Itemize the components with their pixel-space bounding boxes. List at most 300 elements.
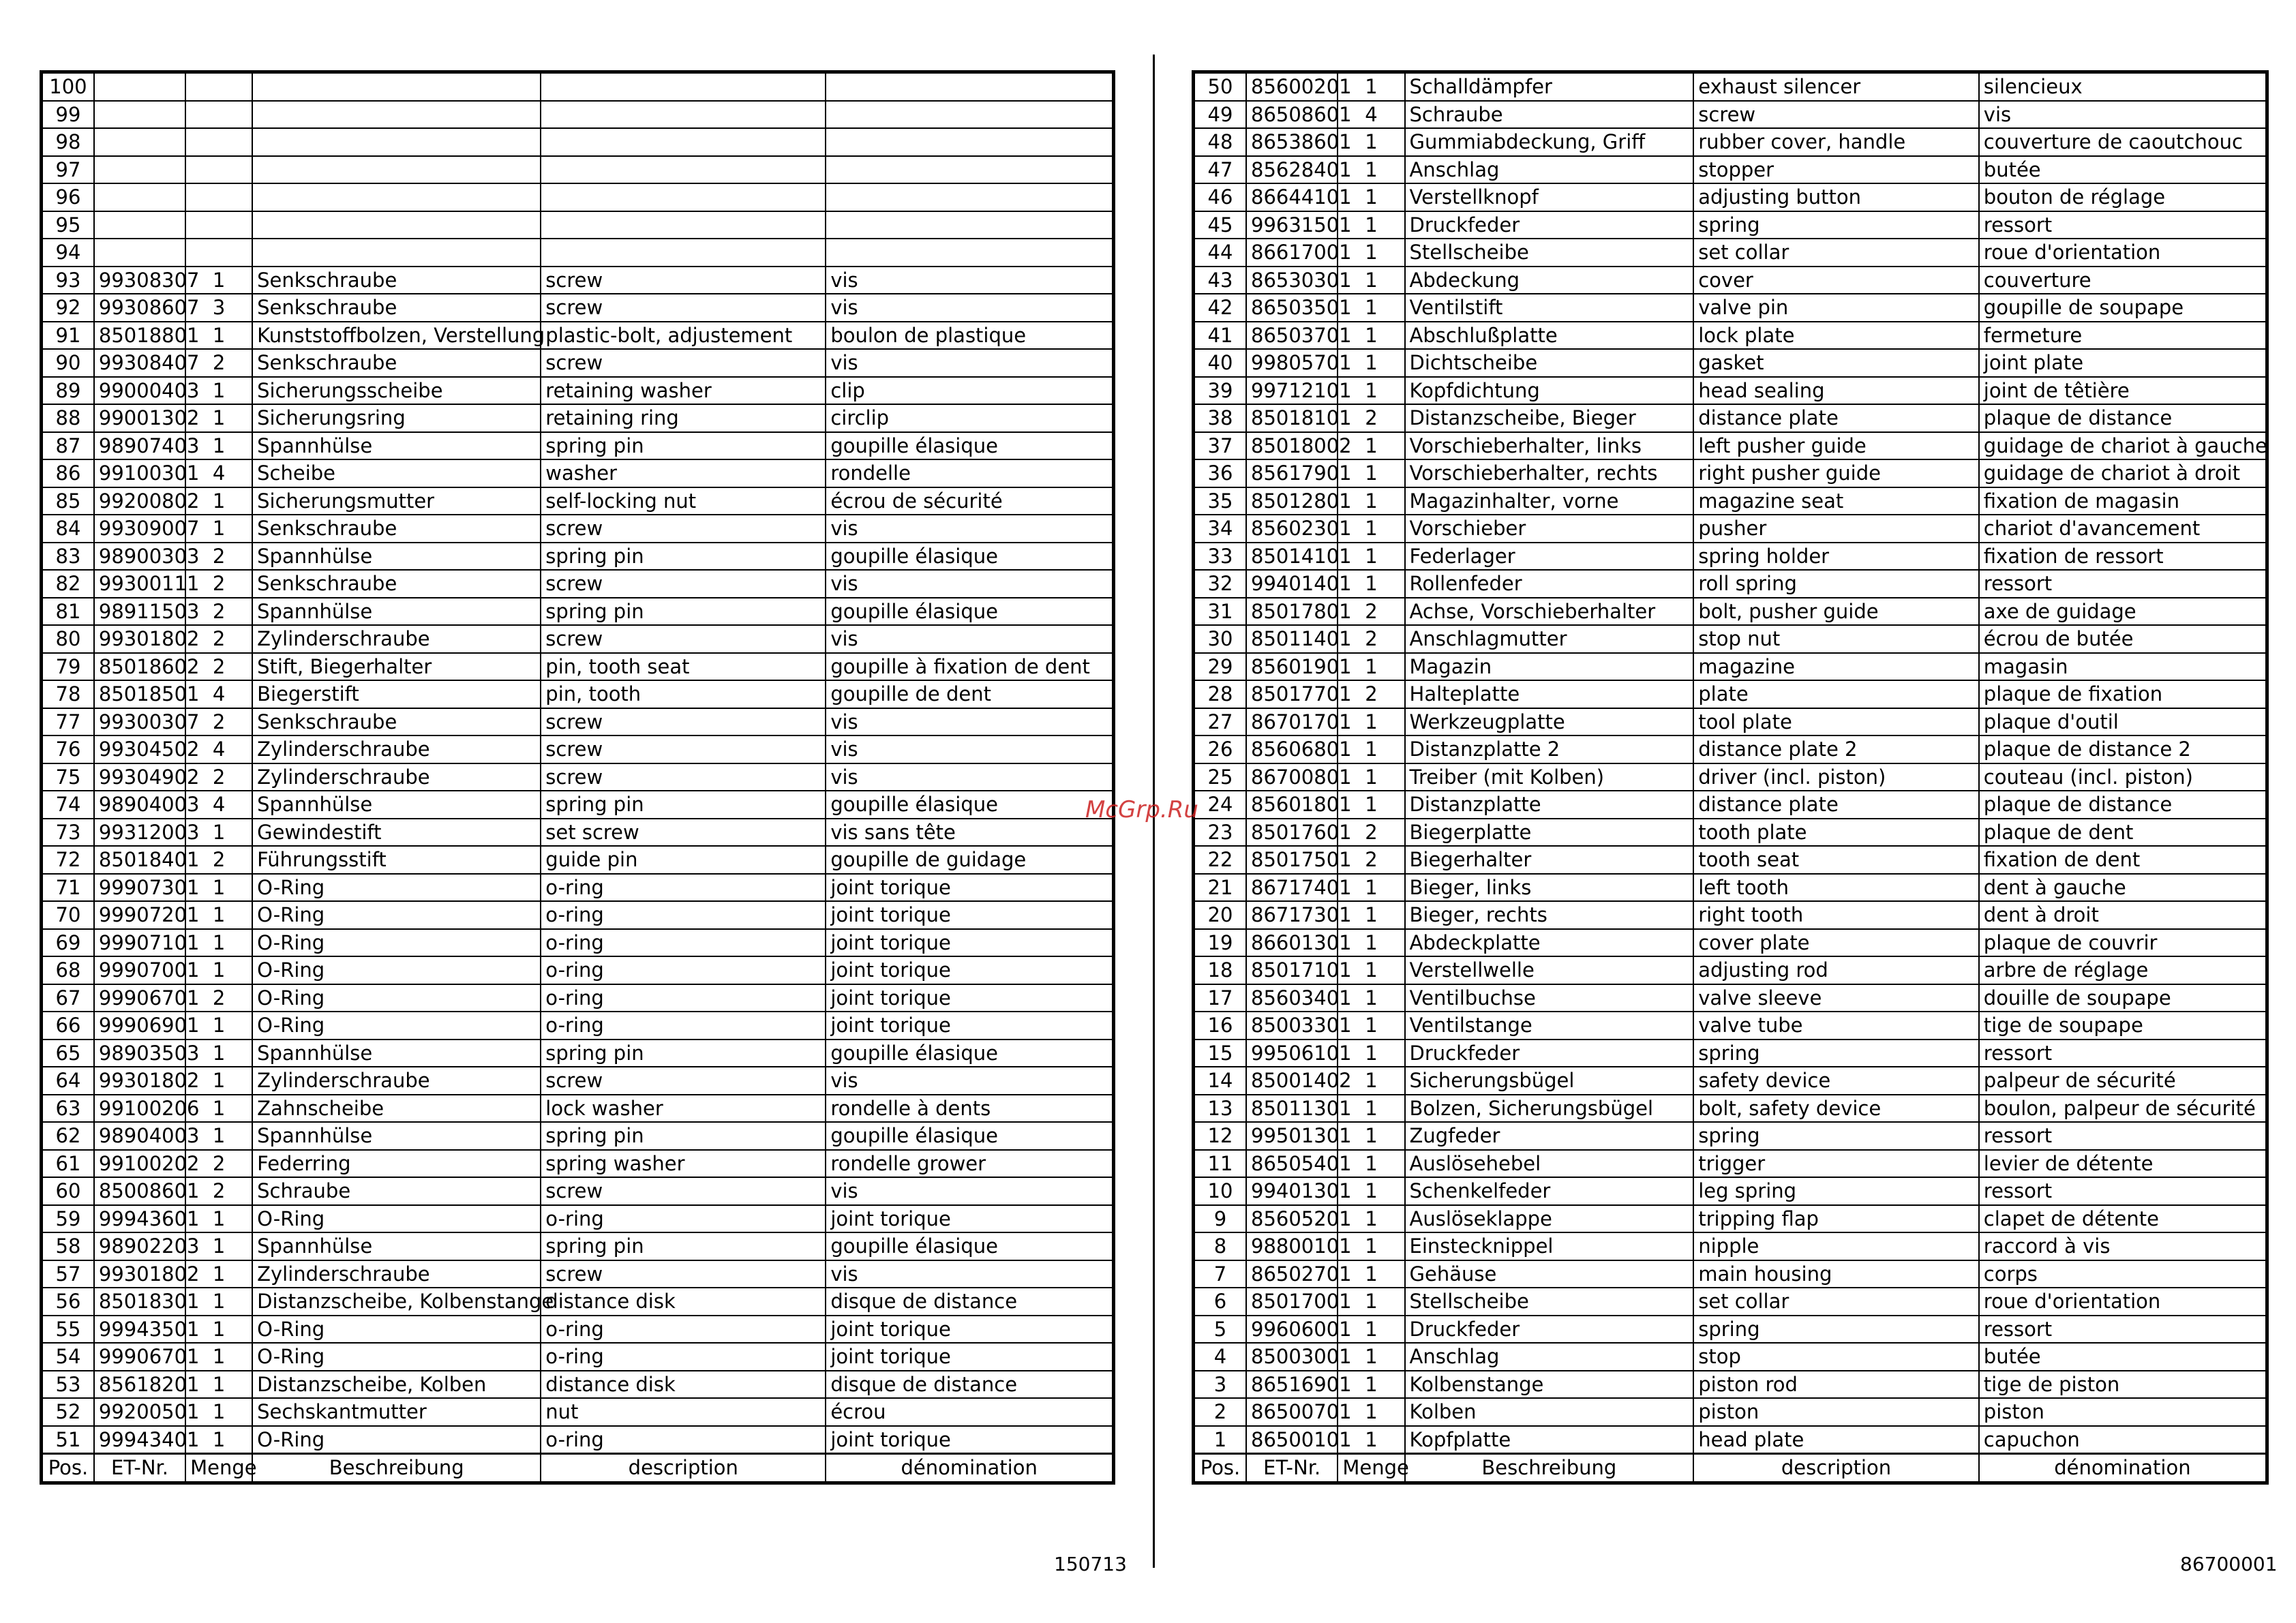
cell-denomination: goupille élasique	[826, 1232, 1113, 1260]
cell-denomination	[826, 128, 1113, 156]
table-row	[42, 1067, 1114, 1095]
cell-denomination: vis	[826, 1067, 1113, 1095]
cell-pos: 83	[42, 543, 94, 571]
table-row	[1194, 625, 2267, 653]
cell-et-nr: 99631501	[1246, 211, 1338, 239]
cell-description: cover	[1693, 267, 1979, 294]
cell-menge: 1	[1338, 1232, 1404, 1260]
cell-beschreibung: Zugfeder	[1405, 1122, 1694, 1150]
cell-description: nipple	[1693, 1232, 1979, 1260]
cell-description: screw	[541, 1177, 826, 1205]
cell-et-nr: 99805701	[1246, 349, 1338, 377]
cell-description: o-ring	[541, 901, 826, 929]
table-row	[42, 1177, 1114, 1205]
cell-pos: 86	[42, 459, 94, 487]
cell-et-nr: 85606801	[1246, 735, 1338, 763]
table-row	[42, 791, 1114, 819]
cell-menge: 1	[1338, 1205, 1404, 1233]
cell-pos: 60	[42, 1177, 94, 1205]
cell-pos: 53	[42, 1371, 94, 1399]
cell-menge	[185, 211, 252, 239]
cell-menge: 1	[1338, 1040, 1404, 1067]
table-row	[42, 984, 1114, 1012]
cell-et-nr: 86500701	[1246, 1398, 1338, 1426]
cell-menge: 2	[1338, 625, 1404, 653]
cell-description: spring pin	[541, 432, 826, 460]
cell-et-nr: 99301802	[94, 1067, 185, 1095]
cell-description: stop	[1693, 1343, 1979, 1371]
cell-description: spring pin	[541, 598, 826, 626]
cell-description	[541, 183, 826, 211]
cell-description: pin, tooth seat	[541, 653, 826, 681]
cell-et-nr: 86503501	[1246, 294, 1338, 322]
cell-beschreibung: Ventilstift	[1405, 294, 1694, 322]
cell-menge: 4	[185, 680, 252, 708]
cell-menge: 2	[1338, 819, 1404, 847]
cell-et-nr: 86601301	[1246, 929, 1338, 957]
cell-et-nr: 99200501	[94, 1398, 185, 1426]
cell-description: screw	[541, 570, 826, 598]
cell-et-nr: 86500101	[1246, 1426, 1338, 1454]
cell-denomination: bouton de réglage	[1979, 183, 2267, 211]
table-row	[1194, 570, 2267, 598]
table-row	[1194, 515, 2267, 543]
cell-denomination: goupille de dent	[826, 680, 1113, 708]
cell-menge: 1	[1338, 543, 1404, 571]
table-row	[1194, 680, 2267, 708]
table-row	[42, 322, 1114, 350]
cell-description: valve pin	[1693, 294, 1979, 322]
cell-denomination: joint torique	[826, 1316, 1113, 1344]
cell-pos: 49	[1194, 101, 1247, 129]
cell-pos: 79	[42, 653, 94, 681]
cell-menge: 1	[1338, 653, 1404, 681]
cell-beschreibung: Gewindestift	[252, 819, 541, 847]
cell-beschreibung: Zylinderschraube	[252, 1260, 541, 1288]
cell-pos: 99	[42, 101, 94, 129]
cell-beschreibung: Zylinderschraube	[252, 625, 541, 653]
table-row	[1194, 1067, 2267, 1095]
cell-denomination: capuchon	[1979, 1426, 2267, 1454]
cell-beschreibung: Druckfeder	[1405, 211, 1694, 239]
cell-description: o-ring	[541, 956, 826, 984]
cell-pos: 41	[1194, 322, 1247, 350]
header-description: description	[1693, 1454, 1979, 1483]
cell-et-nr: 99301802	[94, 625, 185, 653]
cell-et-nr: 85605201	[1246, 1205, 1338, 1233]
cell-beschreibung: Verstellknopf	[1405, 183, 1694, 211]
cell-denomination: tige de soupape	[1979, 1012, 2267, 1040]
table-row	[42, 487, 1114, 515]
cell-denomination	[826, 239, 1113, 267]
cell-et-nr: 99304902	[94, 763, 185, 791]
cell-menge: 1	[185, 1232, 252, 1260]
cell-denomination	[826, 183, 1113, 211]
cell-description: bolt, safety device	[1693, 1095, 1979, 1123]
table-row	[1194, 1232, 2267, 1260]
cell-description: screw	[541, 708, 826, 736]
table-row	[1194, 846, 2267, 874]
cell-denomination: axe de guidage	[1979, 598, 2267, 626]
cell-et-nr: 86717401	[1246, 874, 1338, 902]
cell-beschreibung: O-Ring	[252, 1012, 541, 1040]
cell-description: screw	[541, 349, 826, 377]
cell-description: o-ring	[541, 1205, 826, 1233]
cell-et-nr: 99907001	[94, 956, 185, 984]
watermark: McGrp.Ru	[1085, 796, 1198, 823]
cell-et-nr: 99907201	[94, 901, 185, 929]
cell-et-nr: 85601901	[1246, 653, 1338, 681]
table-row	[42, 239, 1114, 267]
cell-denomination: circlip	[826, 404, 1113, 432]
cell-beschreibung: Treiber (mit Kolben)	[1405, 763, 1694, 791]
cell-description: washer	[541, 459, 826, 487]
cell-description: set collar	[1693, 239, 1979, 267]
cell-et-nr: 99943601	[94, 1205, 185, 1233]
cell-et-nr: 86503701	[1246, 322, 1338, 350]
cell-beschreibung: Rollenfeder	[1405, 570, 1694, 598]
table-row	[42, 735, 1114, 763]
cell-description: retaining washer	[541, 377, 826, 405]
cell-description: tool plate	[1693, 708, 1979, 736]
cell-et-nr: 99907301	[94, 874, 185, 902]
cell-pos: 54	[42, 1343, 94, 1371]
cell-menge: 1	[1338, 984, 1404, 1012]
cell-beschreibung: Abschlußplatte	[1405, 322, 1694, 350]
cell-denomination: fermeture	[1979, 322, 2267, 350]
table-row	[1194, 72, 2267, 101]
cell-pos: 9	[1194, 1205, 1247, 1233]
cell-denomination: fixation de ressort	[1979, 543, 2267, 571]
table-row	[1194, 1426, 2267, 1454]
cell-et-nr: 98907403	[94, 432, 185, 460]
cell-et-nr	[94, 211, 185, 239]
cell-description: lock washer	[541, 1095, 826, 1123]
cell-description: set screw	[541, 819, 826, 847]
table-row	[42, 1316, 1114, 1344]
cell-et-nr: 85617901	[1246, 459, 1338, 487]
cell-pos: 61	[42, 1150, 94, 1178]
cell-beschreibung: Zylinderschraube	[252, 763, 541, 791]
cell-menge: 1	[185, 1288, 252, 1316]
cell-denomination: vis	[826, 1177, 1113, 1205]
cell-menge: 1	[1338, 322, 1404, 350]
cell-et-nr	[94, 156, 185, 184]
cell-denomination: ressort	[1979, 1040, 2267, 1067]
table-row	[42, 1398, 1114, 1426]
cell-beschreibung	[252, 101, 541, 129]
cell-beschreibung: Sicherungsbügel	[1405, 1067, 1694, 1095]
cell-denomination: goupille élasique	[826, 598, 1113, 626]
cell-et-nr: 99100301	[94, 459, 185, 487]
cell-beschreibung: Auslösehebel	[1405, 1150, 1694, 1178]
cell-pos: 80	[42, 625, 94, 653]
cell-beschreibung	[252, 239, 541, 267]
cell-et-nr: 98900303	[94, 543, 185, 571]
cell-et-nr	[94, 239, 185, 267]
cell-denomination: plaque de couvrir	[1979, 929, 2267, 957]
cell-menge: 1	[185, 1371, 252, 1399]
table-row	[42, 1205, 1114, 1233]
cell-pos: 18	[1194, 956, 1247, 984]
table-row	[1194, 349, 2267, 377]
cell-description: screw	[1693, 101, 1979, 129]
cell-menge: 4	[185, 791, 252, 819]
cell-beschreibung: Bolzen, Sicherungsbügel	[1405, 1095, 1694, 1123]
cell-et-nr: 85014101	[1246, 543, 1338, 571]
cell-description: spring pin	[541, 543, 826, 571]
cell-et-nr: 85011401	[1246, 625, 1338, 653]
cell-description: nut	[541, 1398, 826, 1426]
cell-menge: 1	[185, 1095, 252, 1123]
cell-menge: 1	[185, 1260, 252, 1288]
cell-menge: 1	[1338, 1398, 1404, 1426]
cell-denomination: vis	[826, 735, 1113, 763]
cell-denomination: plaque d'outil	[1979, 708, 2267, 736]
cell-et-nr: 99606001	[1246, 1316, 1338, 1344]
cell-denomination: goupille élasique	[826, 791, 1113, 819]
cell-pos: 37	[1194, 432, 1247, 460]
table-row	[1194, 763, 2267, 791]
table-row	[42, 1232, 1114, 1260]
cell-menge: 2	[1338, 846, 1404, 874]
cell-pos: 75	[42, 763, 94, 791]
cell-denomination: joint torique	[826, 1343, 1113, 1371]
cell-pos: 52	[42, 1398, 94, 1426]
table-row	[42, 1150, 1114, 1178]
cell-menge: 1	[185, 929, 252, 957]
cell-beschreibung: Sicherungsring	[252, 404, 541, 432]
cell-description: screw	[541, 763, 826, 791]
cell-menge	[185, 101, 252, 129]
cell-beschreibung: Spannhülse	[252, 598, 541, 626]
cell-denomination: joint torique	[826, 1205, 1113, 1233]
cell-et-nr: 99200802	[94, 487, 185, 515]
cell-pos: 30	[1194, 625, 1247, 653]
cell-pos: 29	[1194, 653, 1247, 681]
cell-denomination: disque de distance	[826, 1288, 1113, 1316]
cell-et-nr: 85602301	[1246, 515, 1338, 543]
cell-pos: 23	[1194, 819, 1247, 847]
cell-et-nr: 99943501	[94, 1316, 185, 1344]
cell-pos: 82	[42, 570, 94, 598]
cell-description: spring pin	[541, 791, 826, 819]
cell-denomination: tige de piston	[1979, 1371, 2267, 1399]
cell-et-nr: 99001302	[94, 404, 185, 432]
cell-pos: 47	[1194, 156, 1247, 184]
cell-pos: 81	[42, 598, 94, 626]
cell-beschreibung: O-Ring	[252, 1316, 541, 1344]
table-row	[1194, 183, 2267, 211]
cell-pos: 34	[1194, 515, 1247, 543]
cell-denomination: ressort	[1979, 570, 2267, 598]
cell-description: main housing	[1693, 1260, 1979, 1288]
cell-pos: 63	[42, 1095, 94, 1123]
cell-menge: 1	[185, 432, 252, 460]
cell-et-nr: 85011301	[1246, 1095, 1338, 1123]
cell-pos: 27	[1194, 708, 1247, 736]
cell-pos: 13	[1194, 1095, 1247, 1123]
cell-beschreibung: Kopfdichtung	[1405, 377, 1694, 405]
cell-pos: 42	[1194, 294, 1247, 322]
cell-denomination: goupille à fixation de dent	[826, 653, 1113, 681]
cell-denomination: goupille élasique	[826, 1040, 1113, 1067]
cell-description: trigger	[1693, 1150, 1979, 1178]
table-row	[1194, 1398, 2267, 1426]
cell-description: set collar	[1693, 1288, 1979, 1316]
table-row	[1194, 874, 2267, 902]
table-row	[42, 183, 1114, 211]
cell-pos: 44	[1194, 239, 1247, 267]
cell-pos: 97	[42, 156, 94, 184]
cell-beschreibung: Halteplatte	[1405, 680, 1694, 708]
cell-pos: 71	[42, 874, 94, 902]
cell-beschreibung: Vorschieber	[1405, 515, 1694, 543]
cell-denomination: ressort	[1979, 1316, 2267, 1344]
cell-beschreibung: Distanzscheibe, Kolbenstange	[252, 1288, 541, 1316]
cell-et-nr: 85017801	[1246, 598, 1338, 626]
cell-beschreibung: O-Ring	[252, 929, 541, 957]
cell-et-nr: 98911503	[94, 598, 185, 626]
cell-beschreibung: Stellscheibe	[1405, 1288, 1694, 1316]
cell-denomination: vis	[1979, 101, 2267, 129]
cell-denomination: butée	[1979, 1343, 2267, 1371]
cell-denomination: disque de distance	[826, 1371, 1113, 1399]
cell-et-nr: 99308307	[94, 267, 185, 294]
table-row	[42, 956, 1114, 984]
cell-denomination: écrou de sécurité	[826, 487, 1113, 515]
table-row	[1194, 735, 2267, 763]
left-document-number: 150713	[1054, 1553, 1127, 1575]
cell-pos: 89	[42, 377, 94, 405]
cell-pos: 40	[1194, 349, 1247, 377]
cell-pos: 91	[42, 322, 94, 350]
cell-et-nr: 86644101	[1246, 183, 1338, 211]
cell-et-nr: 86538601	[1246, 128, 1338, 156]
cell-menge: 1	[1338, 239, 1404, 267]
table-row	[1194, 653, 2267, 681]
cell-denomination: dent à gauche	[1979, 874, 2267, 902]
table-row	[42, 570, 1114, 598]
cell-description: lock plate	[1693, 322, 1979, 350]
cell-description: plate	[1693, 680, 1979, 708]
cell-denomination: goupille élasique	[826, 432, 1113, 460]
cell-beschreibung: Abdeckung	[1405, 267, 1694, 294]
header-description: description	[541, 1454, 826, 1483]
cell-beschreibung: Druckfeder	[1405, 1316, 1694, 1344]
cell-pos: 51	[42, 1426, 94, 1454]
cell-pos: 32	[1194, 570, 1247, 598]
header-beschreibung: Beschreibung	[252, 1454, 541, 1483]
cell-beschreibung: Spannhülse	[252, 1040, 541, 1067]
cell-beschreibung: Bieger, links	[1405, 874, 1694, 902]
cell-menge: 2	[185, 653, 252, 681]
table-row	[42, 763, 1114, 791]
cell-description: piston	[1693, 1398, 1979, 1426]
cell-beschreibung: Biegerstift	[252, 680, 541, 708]
cell-denomination: goupille élasique	[826, 1122, 1113, 1150]
cell-et-nr	[94, 128, 185, 156]
cell-description: tooth plate	[1693, 819, 1979, 847]
cell-et-nr: 86505401	[1246, 1150, 1338, 1178]
cell-description: spring pin	[541, 1040, 826, 1067]
cell-pos: 35	[1194, 487, 1247, 515]
cell-beschreibung	[252, 211, 541, 239]
cell-description: screw	[541, 735, 826, 763]
cell-beschreibung: Sechskantmutter	[252, 1398, 541, 1426]
cell-pos: 16	[1194, 1012, 1247, 1040]
cell-pos: 24	[1194, 791, 1247, 819]
cell-description: bolt, pusher guide	[1693, 598, 1979, 626]
cell-beschreibung: Scheibe	[252, 459, 541, 487]
table-row	[1194, 791, 2267, 819]
cell-menge: 1	[1338, 1095, 1404, 1123]
cell-denomination: arbre de réglage	[1979, 956, 2267, 984]
cell-description	[541, 101, 826, 129]
cell-menge: 1	[185, 1343, 252, 1371]
cell-menge: 1	[1338, 267, 1404, 294]
cell-pos: 77	[42, 708, 94, 736]
cell-beschreibung: O-Ring	[252, 901, 541, 929]
cell-denomination: écrou de butée	[1979, 625, 2267, 653]
cell-menge: 1	[1338, 763, 1404, 791]
cell-beschreibung: Spannhülse	[252, 791, 541, 819]
cell-menge: 3	[185, 294, 252, 322]
cell-pos: 26	[1194, 735, 1247, 763]
cell-menge: 1	[1338, 901, 1404, 929]
cell-pos: 66	[42, 1012, 94, 1040]
table-row	[42, 1426, 1114, 1454]
table-row	[1194, 1205, 2267, 1233]
cell-description: spring	[1693, 1122, 1979, 1150]
cell-et-nr: 99312003	[94, 819, 185, 847]
cell-et-nr: 99401401	[1246, 570, 1338, 598]
header-pos: Pos.	[1194, 1454, 1247, 1483]
cell-menge	[185, 183, 252, 211]
cell-pos: 39	[1194, 377, 1247, 405]
cell-description: stopper	[1693, 156, 1979, 184]
cell-beschreibung: Biegerhalter	[1405, 846, 1694, 874]
cell-description: distance disk	[541, 1288, 826, 1316]
cell-denomination: goupille de soupape	[1979, 294, 2267, 322]
table-row	[42, 846, 1114, 874]
cell-menge	[185, 72, 252, 101]
cell-beschreibung: Zahnscheibe	[252, 1095, 541, 1123]
cell-menge: 1	[1338, 708, 1404, 736]
cell-denomination: palpeur de sécurité	[1979, 1067, 2267, 1095]
table-row	[42, 211, 1114, 239]
cell-et-nr: 99309007	[94, 515, 185, 543]
cell-beschreibung: Magazinhalter, vorne	[1405, 487, 1694, 515]
cell-pos: 11	[1194, 1150, 1247, 1178]
cell-denomination: clapet de détente	[1979, 1205, 2267, 1233]
cell-pos: 46	[1194, 183, 1247, 211]
cell-denomination: joint torique	[826, 984, 1113, 1012]
parts-table-left-body	[42, 72, 1114, 1454]
cell-beschreibung: Spannhülse	[252, 1122, 541, 1150]
cell-pos: 96	[42, 183, 94, 211]
cell-beschreibung: Schraube	[252, 1177, 541, 1205]
cell-et-nr: 85017501	[1246, 846, 1338, 874]
cell-menge: 1	[1338, 377, 1404, 405]
cell-pos: 10	[1194, 1177, 1247, 1205]
cell-beschreibung: Vorschieberhalter, rechts	[1405, 459, 1694, 487]
cell-menge: 1	[1338, 128, 1404, 156]
cell-description: distance plate	[1693, 404, 1979, 432]
header-pos: Pos.	[42, 1454, 94, 1483]
table-row	[1194, 322, 2267, 350]
cell-et-nr: 99906701	[94, 1343, 185, 1371]
